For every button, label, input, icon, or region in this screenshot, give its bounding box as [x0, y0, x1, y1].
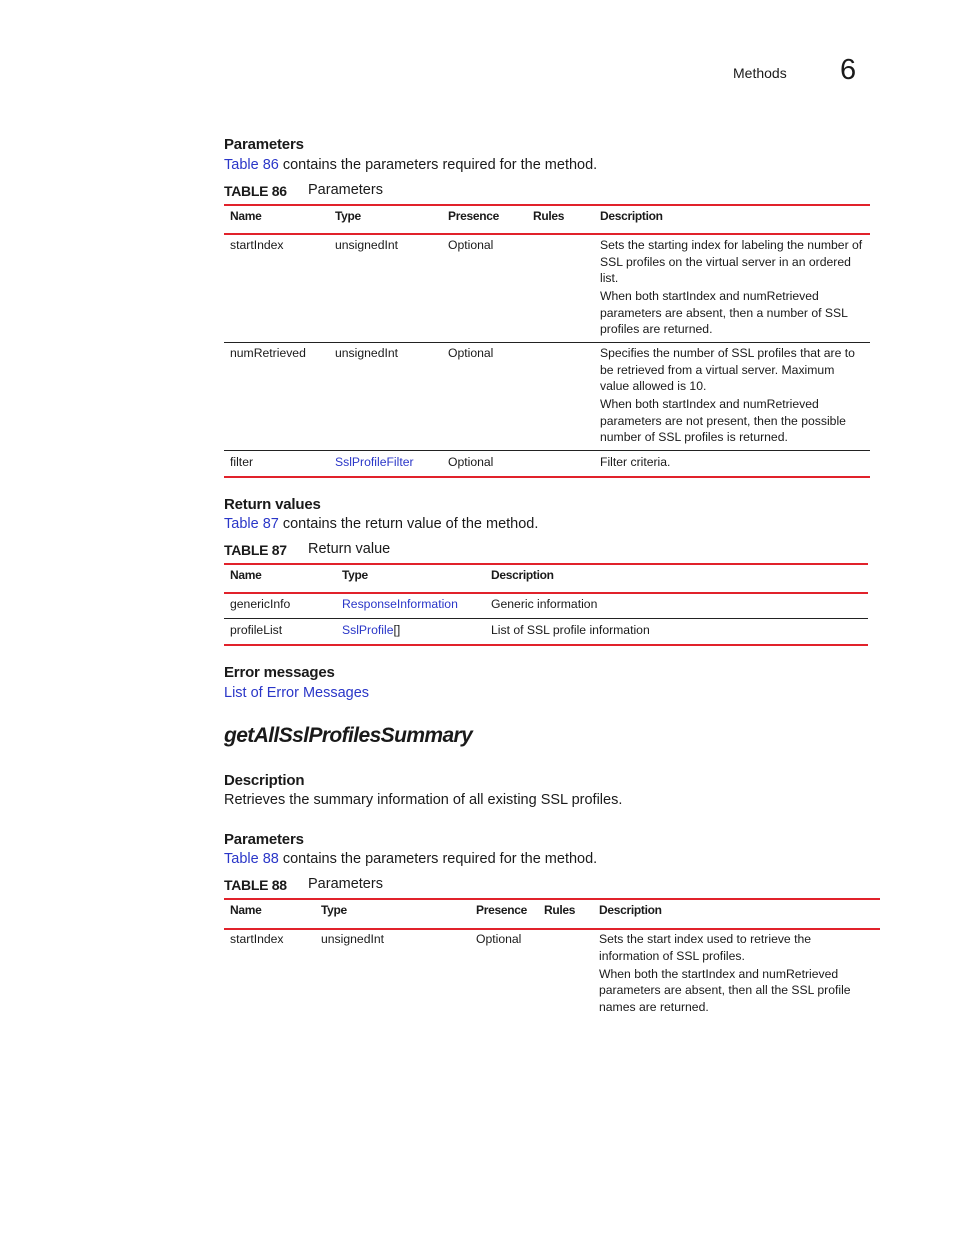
- column-header-presence: Presence: [476, 903, 527, 917]
- running-header-section: Methods: [733, 65, 787, 81]
- table-86-link[interactable]: Table 86: [224, 157, 279, 173]
- chapter-number: 6: [840, 54, 857, 86]
- cell-name: startIndex: [230, 238, 284, 252]
- cell-type: unsignedInt: [321, 932, 385, 946]
- table-top-rule: [224, 204, 870, 206]
- parameters-heading: Parameters: [224, 136, 304, 153]
- column-header-type: Type: [335, 209, 361, 223]
- table-top-rule: [224, 563, 868, 565]
- cell-presence: Optional: [448, 346, 494, 360]
- table-header-rule: [224, 233, 870, 235]
- method-title: getAllSslProfilesSummary: [224, 724, 473, 747]
- cell-presence: Optional: [476, 932, 522, 946]
- column-header-presence: Presence: [448, 209, 499, 223]
- description-text: Retrieves the summary information of all existing SSL profiles.: [224, 792, 623, 808]
- cell-type: [342, 596, 458, 613]
- column-header-type: Type: [342, 568, 368, 582]
- table-87-caption-label: TABLE 87: [224, 542, 287, 558]
- type-link[interactable]: ResponseInformation: [342, 597, 458, 611]
- parameters-heading: Parameters: [224, 831, 304, 848]
- table-86-caption-label: TABLE 86: [224, 183, 287, 199]
- table-87-link[interactable]: Table 87: [224, 516, 279, 532]
- cell-type-link[interactable]: SslProfileFilter: [335, 455, 414, 469]
- column-header-description: Description: [599, 903, 662, 917]
- table-88-link[interactable]: Table 88: [224, 851, 279, 867]
- return-values-heading: Return values: [224, 496, 321, 513]
- table-bottom-rule: [224, 644, 868, 646]
- cell-description: Specifies the number of SSL profiles that are to be retrieved from a virtual server. Maximum value allowed is 10. When both startIndex and numRetrieved parameters are not present, then the possible number of SSL profiles is returned.: [600, 346, 855, 444]
- column-header-rules: Rules: [544, 903, 576, 917]
- column-header-name: Name: [230, 903, 262, 917]
- cell-description: Generic information: [491, 597, 598, 611]
- table-87-caption-title: Return value: [308, 541, 391, 557]
- table-header-rule: [224, 592, 868, 594]
- cell-type: unsignedInt: [335, 346, 399, 360]
- cell-name: filter: [230, 455, 254, 469]
- error-messages-link[interactable]: List of Error Messages: [224, 685, 370, 701]
- cell-description: Filter criteria.: [600, 455, 671, 469]
- cell-name: numRetrieved: [230, 346, 306, 360]
- column-header-name: Name: [230, 568, 262, 582]
- cell-presence: Optional: [448, 455, 494, 469]
- column-header-description: Description: [491, 568, 554, 582]
- cell-description: List of SSL profile information: [491, 623, 650, 637]
- column-header-type: Type: [321, 903, 347, 917]
- return-values-intro: Table 87 contains the return value of the method.: [224, 516, 539, 532]
- description-heading: Description: [224, 772, 305, 789]
- table-88-caption-title: Parameters: [308, 876, 383, 892]
- type-link[interactable]: SslProfile: [342, 623, 394, 637]
- table-88-caption-label: TABLE 88: [224, 877, 287, 893]
- error-messages-heading: Error messages: [224, 664, 335, 681]
- cell-presence: Optional: [448, 238, 494, 252]
- table-bottom-rule: [224, 476, 870, 478]
- cell-name: genericInfo: [230, 597, 291, 611]
- table-86-caption-title: Parameters: [308, 182, 383, 198]
- parameters-intro: Table 88 contains the parameters required for the method.: [224, 851, 598, 867]
- column-header-description: Description: [600, 209, 663, 223]
- cell-type: unsignedInt: [335, 238, 399, 252]
- cell-name: profileList: [230, 623, 283, 637]
- row-divider: [224, 342, 870, 343]
- table-top-rule: [224, 898, 880, 900]
- parameters-intro: Table 86 contains the parameters required for the method.: [224, 157, 598, 173]
- cell-description: Sets the starting index for labeling the number of SSL profiles on the virtual server in an ordered list. When both startIndex and numRetrieved parameters are absent, then a number of SSL profiles are returned.: [600, 238, 863, 336]
- column-header-name: Name: [230, 209, 262, 223]
- cell-name: startIndex: [230, 932, 284, 946]
- row-divider: [224, 450, 870, 451]
- cell-description: Sets the start index used to retrieve the information of SSL profiles. When both the startIndex and numRetrieved parameters are absent, then all the SSL profile names are returned.: [599, 932, 851, 1014]
- row-divider: [224, 618, 868, 619]
- cell-type: SslProfile[]: [342, 623, 401, 637]
- column-header-rules: Rules: [533, 209, 565, 223]
- table-header-rule: [224, 928, 880, 930]
